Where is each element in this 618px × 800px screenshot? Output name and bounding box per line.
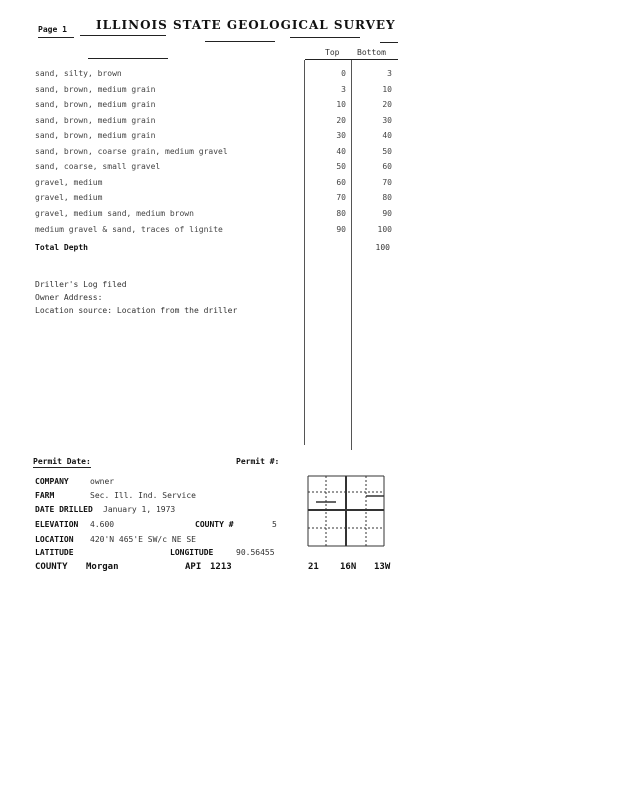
longitude-label: LONGITUDE xyxy=(170,548,214,557)
strata-row xyxy=(0,193,618,205)
strata-row xyxy=(0,209,618,221)
strata-bottom: 100 xyxy=(377,225,392,234)
strata-top: 20 xyxy=(336,116,346,125)
drillers-log-note: Driller's Log filed xyxy=(35,280,127,289)
strata-description: sand, brown, coarse grain, medium gravel xyxy=(35,147,228,156)
permit-number-label: Permit #: xyxy=(236,457,280,466)
page-label: Page 1 xyxy=(38,25,67,34)
date-drilled-label: DATE DRILLED xyxy=(35,505,93,514)
col-bottom-header: Bottom xyxy=(357,48,386,57)
strata-top: 60 xyxy=(336,178,346,187)
total-depth-value: 100 xyxy=(375,243,390,252)
strata-description: gravel, medium sand, medium brown xyxy=(35,209,194,218)
strata-bottom: 50 xyxy=(382,147,392,156)
strata-row xyxy=(0,69,618,81)
location-label: LOCATION xyxy=(35,535,74,544)
table-rule-left xyxy=(88,58,168,59)
county-label: COUNTY xyxy=(35,562,68,572)
strata-description: sand, brown, medium grain xyxy=(35,116,156,125)
township-value: 16N xyxy=(340,562,357,572)
strata-row xyxy=(0,147,618,159)
county-number-value: 5 xyxy=(272,520,277,529)
strata-description: sand, brown, medium grain xyxy=(35,100,156,109)
strata-bottom: 10 xyxy=(382,85,392,94)
strata-row xyxy=(0,116,618,128)
strata-description: gravel, medium xyxy=(35,178,103,187)
strata-bottom: 90 xyxy=(382,209,392,218)
strata-top: 3 xyxy=(341,85,346,94)
location-value: 420'N 465'E SW/c NE SE xyxy=(90,535,196,544)
strata-top: 50 xyxy=(336,162,346,171)
strata-row xyxy=(0,225,618,237)
company-label: COMPANY xyxy=(35,477,69,486)
strata-top: 0 xyxy=(341,69,346,78)
strata-description: gravel, medium xyxy=(35,193,103,202)
location-source-note: Location source: Location from the driller xyxy=(35,306,238,315)
section-value: 21 xyxy=(308,562,319,572)
company-value: owner xyxy=(90,477,115,486)
permit-date-label: Permit Date: xyxy=(33,457,91,466)
county-number-label: COUNTY # xyxy=(195,520,234,529)
owner-address-note: Owner Address: xyxy=(35,293,103,302)
strata-row xyxy=(0,100,618,112)
strata-bottom: 60 xyxy=(382,162,392,171)
permit-date-underline xyxy=(33,467,91,468)
strata-top: 70 xyxy=(336,193,346,202)
strata-bottom: 30 xyxy=(382,116,392,125)
strata-bottom: 70 xyxy=(382,178,392,187)
strata-description: sand, brown, medium grain xyxy=(35,131,156,140)
section-locator-grid xyxy=(306,474,386,548)
col-top-header: Top xyxy=(325,48,340,57)
farm-label: FARM xyxy=(35,491,55,500)
farm-value: Sec. Ill. Ind. Service xyxy=(90,491,196,500)
strata-description: sand, silty, brown xyxy=(35,69,122,78)
survey-title: ILLINOIS STATE GEOLOGICAL SURVEY xyxy=(96,18,396,32)
strata-top: 30 xyxy=(336,131,346,140)
total-depth-label: Total Depth xyxy=(35,243,88,252)
title-underline-far xyxy=(380,42,398,43)
title-underline-right xyxy=(290,37,360,38)
strata-top: 80 xyxy=(336,209,346,218)
strata-bottom: 20 xyxy=(382,100,392,109)
strata-description: medium gravel & sand, traces of lignite xyxy=(35,225,223,234)
strata-row xyxy=(0,162,618,174)
date-drilled-value: January 1, 1973 xyxy=(103,505,176,514)
strata-row xyxy=(0,131,618,143)
title-underline-mid xyxy=(205,41,275,42)
page-underline xyxy=(38,37,74,38)
strata-description: sand, brown, medium grain xyxy=(35,85,156,94)
api-label: API xyxy=(185,562,202,572)
strata-top: 10 xyxy=(336,100,346,109)
strata-row xyxy=(0,178,618,190)
county-value: Morgan xyxy=(86,562,119,572)
strata-top: 90 xyxy=(336,225,346,234)
elevation-value: 4.600 xyxy=(90,520,115,529)
latitude-label: LATITUDE xyxy=(35,548,74,557)
title-underline-left xyxy=(80,35,166,36)
strata-bottom: 80 xyxy=(382,193,392,202)
strata-top: 40 xyxy=(336,147,346,156)
strata-row xyxy=(0,85,618,97)
longitude-value: 90.56455 xyxy=(236,548,275,557)
api-value: 1213 xyxy=(210,562,232,572)
elevation-label: ELEVATION xyxy=(35,520,79,529)
range-value: 13W xyxy=(374,562,391,572)
strata-description: sand, coarse, small gravel xyxy=(35,162,161,171)
strata-bottom: 40 xyxy=(382,131,392,140)
strata-bottom: 3 xyxy=(387,69,392,78)
